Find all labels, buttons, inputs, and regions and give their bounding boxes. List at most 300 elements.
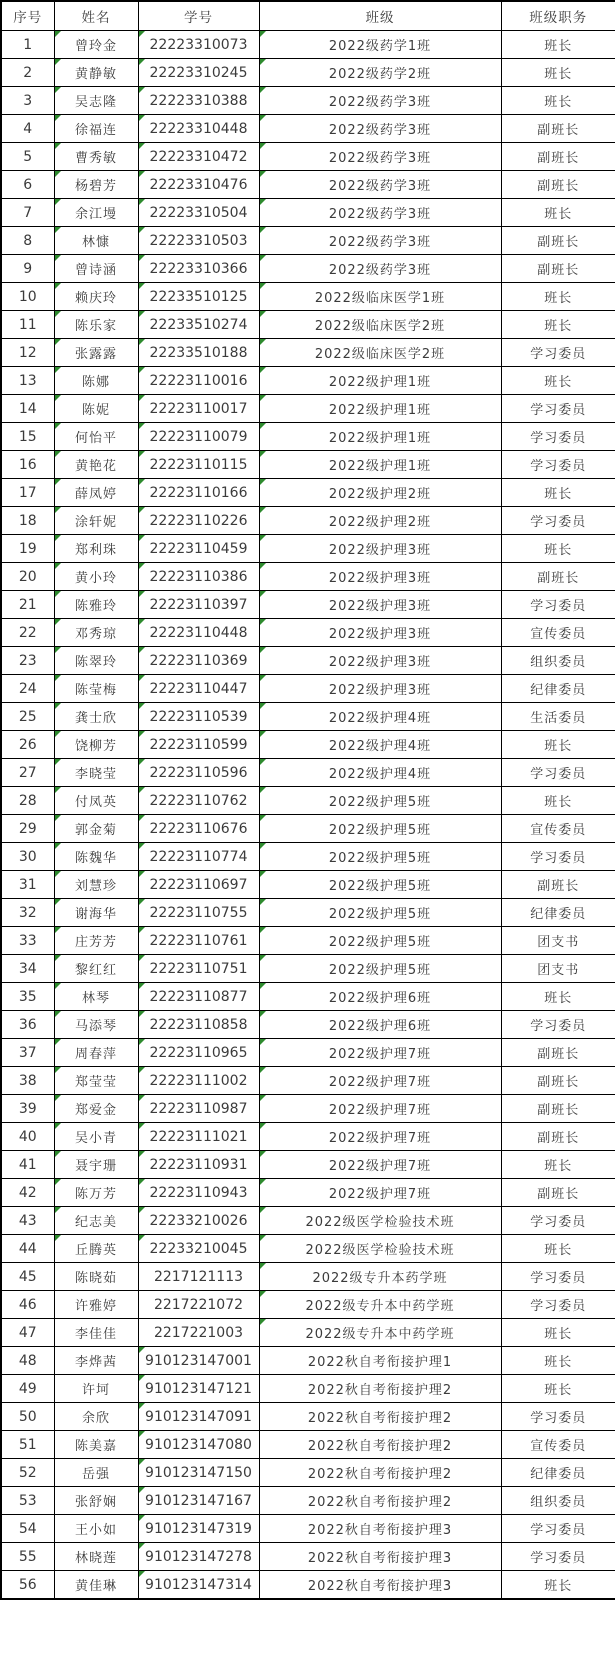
cell-class: 2022级护理3班 bbox=[259, 619, 501, 647]
cell-class: 2022级护理5班 bbox=[259, 787, 501, 815]
cell-no: 19 bbox=[1, 535, 54, 563]
cell-name: 刘慧珍 bbox=[54, 871, 138, 899]
cell-student-id: 2217221003 bbox=[138, 1319, 259, 1347]
cell-class: 2022级护理5班 bbox=[259, 815, 501, 843]
cell-class: 2022秋自考衔接护理2 bbox=[259, 1375, 501, 1403]
table-row bbox=[1, 1263, 615, 1291]
cell-name: 曾玲金 bbox=[54, 31, 138, 59]
table-row bbox=[1, 843, 615, 871]
cell-no: 4 bbox=[1, 115, 54, 143]
table-row bbox=[1, 815, 615, 843]
cell-name: 郑爱金 bbox=[54, 1095, 138, 1123]
cell-name: 黎红红 bbox=[54, 955, 138, 983]
cell-class: 2022级专升本中药学班 bbox=[259, 1291, 501, 1319]
cell-student-id: 22223110931 bbox=[138, 1151, 259, 1179]
cell-name: 张舒娴 bbox=[54, 1487, 138, 1515]
cell-class: 2022级护理3班 bbox=[259, 563, 501, 591]
cell-no: 11 bbox=[1, 311, 54, 339]
cell-student-id: 22233210026 bbox=[138, 1207, 259, 1235]
cell-student-id: 22223110751 bbox=[138, 955, 259, 983]
table-row bbox=[1, 115, 615, 143]
cell-role: 副班长 bbox=[501, 227, 615, 255]
cell-student-id: 910123147319 bbox=[138, 1515, 259, 1543]
cell-student-id: 2217221072 bbox=[138, 1291, 259, 1319]
cell-student-id: 22223110965 bbox=[138, 1039, 259, 1067]
cell-name: 陈乐家 bbox=[54, 311, 138, 339]
cell-no: 50 bbox=[1, 1403, 54, 1431]
cell-class: 2022级临床医学2班 bbox=[259, 311, 501, 339]
cell-no: 56 bbox=[1, 1571, 54, 1600]
cell-student-id: 22223310472 bbox=[138, 143, 259, 171]
cell-no: 47 bbox=[1, 1319, 54, 1347]
table-row bbox=[1, 31, 615, 59]
cell-role: 纪律委员 bbox=[501, 675, 615, 703]
cell-role: 班长 bbox=[501, 1347, 615, 1375]
cell-role: 班长 bbox=[501, 479, 615, 507]
cell-class: 2022级药学2班 bbox=[259, 59, 501, 87]
cell-role: 班长 bbox=[501, 1319, 615, 1347]
cell-class: 2022级护理7班 bbox=[259, 1095, 501, 1123]
table-row bbox=[1, 143, 615, 171]
cell-no: 53 bbox=[1, 1487, 54, 1515]
table-row bbox=[1, 1431, 615, 1459]
cell-no: 35 bbox=[1, 983, 54, 1011]
cell-no: 10 bbox=[1, 283, 54, 311]
cell-role: 宣传委员 bbox=[501, 1431, 615, 1459]
cell-role: 学习委员 bbox=[501, 423, 615, 451]
table-row bbox=[1, 871, 615, 899]
cell-name: 李晓莹 bbox=[54, 759, 138, 787]
table-row bbox=[1, 59, 615, 87]
cell-role: 组织委员 bbox=[501, 1487, 615, 1515]
cell-role: 班长 bbox=[501, 983, 615, 1011]
cell-no: 7 bbox=[1, 199, 54, 227]
header-cell-name: 姓名 bbox=[54, 1, 138, 31]
table-row bbox=[1, 647, 615, 675]
cell-student-id: 22223110755 bbox=[138, 899, 259, 927]
cell-role: 班长 bbox=[501, 59, 615, 87]
cell-role: 纪律委员 bbox=[501, 899, 615, 927]
cell-role: 班长 bbox=[501, 1235, 615, 1263]
cell-class: 2022级专升本药学班 bbox=[259, 1263, 501, 1291]
cell-student-id: 22223110226 bbox=[138, 507, 259, 535]
cell-student-id: 22223110079 bbox=[138, 423, 259, 451]
table-row bbox=[1, 1179, 615, 1207]
cell-role: 学习委员 bbox=[501, 591, 615, 619]
cell-no: 12 bbox=[1, 339, 54, 367]
cell-student-id: 22233510125 bbox=[138, 283, 259, 311]
cell-name: 李佳佳 bbox=[54, 1319, 138, 1347]
cell-role: 班长 bbox=[501, 283, 615, 311]
cell-name: 庄芳芳 bbox=[54, 927, 138, 955]
cell-no: 49 bbox=[1, 1375, 54, 1403]
cell-no: 15 bbox=[1, 423, 54, 451]
cell-no: 5 bbox=[1, 143, 54, 171]
cell-no: 1 bbox=[1, 31, 54, 59]
cell-role: 团支书 bbox=[501, 927, 615, 955]
cell-student-id: 22223310503 bbox=[138, 227, 259, 255]
cell-name: 黄小玲 bbox=[54, 563, 138, 591]
table-row bbox=[1, 227, 615, 255]
table-row bbox=[1, 955, 615, 983]
table-row bbox=[1, 983, 615, 1011]
cell-no: 9 bbox=[1, 255, 54, 283]
table-row bbox=[1, 927, 615, 955]
cell-role: 学习委员 bbox=[501, 339, 615, 367]
table-row bbox=[1, 1515, 615, 1543]
cell-student-id: 22223110761 bbox=[138, 927, 259, 955]
cell-name: 赖庆玲 bbox=[54, 283, 138, 311]
table-row bbox=[1, 1123, 615, 1151]
cell-name: 许雅婷 bbox=[54, 1291, 138, 1319]
cell-student-id: 910123147167 bbox=[138, 1487, 259, 1515]
cell-class: 2022级护理3班 bbox=[259, 535, 501, 563]
cell-class: 2022级药学3班 bbox=[259, 143, 501, 171]
cell-name: 林琴 bbox=[54, 983, 138, 1011]
table-row bbox=[1, 1543, 615, 1571]
table-row bbox=[1, 731, 615, 759]
header-cell-student-id: 学号 bbox=[138, 1, 259, 31]
cell-no: 14 bbox=[1, 395, 54, 423]
cell-name: 黄静敏 bbox=[54, 59, 138, 87]
cell-class: 2022秋自考衔接护理2 bbox=[259, 1403, 501, 1431]
cell-name: 饶柳芳 bbox=[54, 731, 138, 759]
cell-student-id: 22223110596 bbox=[138, 759, 259, 787]
cell-student-id: 22223110017 bbox=[138, 395, 259, 423]
cell-student-id: 22223110539 bbox=[138, 703, 259, 731]
cell-student-id: 22223110762 bbox=[138, 787, 259, 815]
cell-name: 曹秀敏 bbox=[54, 143, 138, 171]
cell-class: 2022级药学3班 bbox=[259, 227, 501, 255]
table-row bbox=[1, 619, 615, 647]
cell-name: 陈翠玲 bbox=[54, 647, 138, 675]
table-row bbox=[1, 1571, 615, 1600]
cell-no: 23 bbox=[1, 647, 54, 675]
cell-no: 31 bbox=[1, 871, 54, 899]
cell-no: 28 bbox=[1, 787, 54, 815]
cell-name: 余欣 bbox=[54, 1403, 138, 1431]
cell-name: 丘腾英 bbox=[54, 1235, 138, 1263]
cell-student-id: 22223110448 bbox=[138, 619, 259, 647]
cell-no: 22 bbox=[1, 619, 54, 647]
cell-class: 2022级护理5班 bbox=[259, 899, 501, 927]
table-row bbox=[1, 507, 615, 535]
cell-name: 郑莹莹 bbox=[54, 1067, 138, 1095]
cell-name: 吴小青 bbox=[54, 1123, 138, 1151]
header-cell-no: 序号 bbox=[1, 1, 54, 31]
cell-role: 班长 bbox=[501, 31, 615, 59]
cell-student-id: 22223110676 bbox=[138, 815, 259, 843]
cell-class: 2022级护理5班 bbox=[259, 927, 501, 955]
cell-no: 45 bbox=[1, 1263, 54, 1291]
table-row bbox=[1, 423, 615, 451]
cell-student-id: 22223111002 bbox=[138, 1067, 259, 1095]
table-row bbox=[1, 1487, 615, 1515]
cell-role: 学习委员 bbox=[501, 1011, 615, 1039]
cell-class: 2022级护理7班 bbox=[259, 1179, 501, 1207]
cell-role: 学习委员 bbox=[501, 1207, 615, 1235]
cell-no: 42 bbox=[1, 1179, 54, 1207]
cell-no: 41 bbox=[1, 1151, 54, 1179]
cell-role: 班长 bbox=[501, 367, 615, 395]
cell-no: 27 bbox=[1, 759, 54, 787]
cell-name: 陈魏华 bbox=[54, 843, 138, 871]
table-row bbox=[1, 1039, 615, 1067]
cell-student-id: 910123147150 bbox=[138, 1459, 259, 1487]
cell-role: 学习委员 bbox=[501, 1291, 615, 1319]
cell-no: 2 bbox=[1, 59, 54, 87]
cell-no: 18 bbox=[1, 507, 54, 535]
cell-no: 26 bbox=[1, 731, 54, 759]
cell-name: 王小如 bbox=[54, 1515, 138, 1543]
table-row bbox=[1, 1319, 615, 1347]
cell-class: 2022级药学1班 bbox=[259, 31, 501, 59]
header-cell-role: 班级职务 bbox=[501, 1, 615, 31]
table-row bbox=[1, 899, 615, 927]
cell-name: 黄佳琳 bbox=[54, 1571, 138, 1600]
cell-name: 徐福连 bbox=[54, 115, 138, 143]
cell-role: 班长 bbox=[501, 1571, 615, 1600]
cell-student-id: 22233510188 bbox=[138, 339, 259, 367]
table-row bbox=[1, 367, 615, 395]
cell-class: 2022级护理1班 bbox=[259, 395, 501, 423]
cell-no: 40 bbox=[1, 1123, 54, 1151]
cell-student-id: 22223110774 bbox=[138, 843, 259, 871]
cell-class: 2022秋自考衔接护理3 bbox=[259, 1571, 501, 1600]
cell-no: 48 bbox=[1, 1347, 54, 1375]
cell-class: 2022级护理1班 bbox=[259, 367, 501, 395]
cell-no: 33 bbox=[1, 927, 54, 955]
cell-role: 学习委员 bbox=[501, 1263, 615, 1291]
cell-student-id: 910123147278 bbox=[138, 1543, 259, 1571]
cell-role: 副班长 bbox=[501, 255, 615, 283]
table-row bbox=[1, 591, 615, 619]
cell-role: 班长 bbox=[501, 1151, 615, 1179]
cell-class: 2022秋自考衔接护理2 bbox=[259, 1431, 501, 1459]
cell-role: 团支书 bbox=[501, 955, 615, 983]
cell-no: 37 bbox=[1, 1039, 54, 1067]
cell-student-id: 22223110166 bbox=[138, 479, 259, 507]
cell-role: 副班长 bbox=[501, 563, 615, 591]
cell-role: 副班长 bbox=[501, 1123, 615, 1151]
cell-student-id: 22223110386 bbox=[138, 563, 259, 591]
cell-class: 2022级护理6班 bbox=[259, 1011, 501, 1039]
cell-name: 李烨茜 bbox=[54, 1347, 138, 1375]
cell-role: 班长 bbox=[501, 199, 615, 227]
cell-student-id: 910123147001 bbox=[138, 1347, 259, 1375]
cell-student-id: 22223110397 bbox=[138, 591, 259, 619]
cell-no: 6 bbox=[1, 171, 54, 199]
cell-no: 29 bbox=[1, 815, 54, 843]
table-row bbox=[1, 1011, 615, 1039]
cell-role: 班长 bbox=[501, 1375, 615, 1403]
cell-class: 2022秋自考衔接护理3 bbox=[259, 1543, 501, 1571]
table-row bbox=[1, 563, 615, 591]
cell-name: 马添琴 bbox=[54, 1011, 138, 1039]
cell-role: 组织委员 bbox=[501, 647, 615, 675]
table-row bbox=[1, 1095, 615, 1123]
table-row bbox=[1, 1291, 615, 1319]
cell-name: 林慷 bbox=[54, 227, 138, 255]
table-row bbox=[1, 1459, 615, 1487]
cell-class: 2022级药学3班 bbox=[259, 87, 501, 115]
cell-no: 46 bbox=[1, 1291, 54, 1319]
cell-role: 班长 bbox=[501, 535, 615, 563]
cell-class: 2022秋自考衔接护理1 bbox=[259, 1347, 501, 1375]
cell-role: 副班长 bbox=[501, 143, 615, 171]
cell-no: 30 bbox=[1, 843, 54, 871]
cell-no: 32 bbox=[1, 899, 54, 927]
cell-role: 学习委员 bbox=[501, 1515, 615, 1543]
cell-role: 班长 bbox=[501, 311, 615, 339]
cell-no: 24 bbox=[1, 675, 54, 703]
cell-student-id: 22223110016 bbox=[138, 367, 259, 395]
cell-role: 学习委员 bbox=[501, 507, 615, 535]
table-row bbox=[1, 703, 615, 731]
cell-no: 38 bbox=[1, 1067, 54, 1095]
cell-role: 副班长 bbox=[501, 1179, 615, 1207]
table-row bbox=[1, 199, 615, 227]
table-body bbox=[1, 31, 615, 1600]
cell-class: 2022级护理2班 bbox=[259, 479, 501, 507]
cell-student-id: 22223310504 bbox=[138, 199, 259, 227]
cell-student-id: 2217121113 bbox=[138, 1263, 259, 1291]
table-row bbox=[1, 1151, 615, 1179]
cell-class: 2022级护理1班 bbox=[259, 423, 501, 451]
cell-name: 薛凤婷 bbox=[54, 479, 138, 507]
cell-student-id: 22223310245 bbox=[138, 59, 259, 87]
cell-name: 纪志美 bbox=[54, 1207, 138, 1235]
cell-name: 周春萍 bbox=[54, 1039, 138, 1067]
cell-class: 2022级护理3班 bbox=[259, 647, 501, 675]
cell-student-id: 910123147091 bbox=[138, 1403, 259, 1431]
cell-class: 2022级护理4班 bbox=[259, 731, 501, 759]
cell-class: 2022级药学3班 bbox=[259, 171, 501, 199]
table-row bbox=[1, 339, 615, 367]
cell-role: 副班长 bbox=[501, 871, 615, 899]
table-row bbox=[1, 1067, 615, 1095]
cell-role: 宣传委员 bbox=[501, 619, 615, 647]
cell-no: 52 bbox=[1, 1459, 54, 1487]
cell-student-id: 910123147080 bbox=[138, 1431, 259, 1459]
cell-role: 副班长 bbox=[501, 115, 615, 143]
cell-role: 学习委员 bbox=[501, 759, 615, 787]
cell-class: 2022级药学3班 bbox=[259, 115, 501, 143]
cell-class: 2022级药学3班 bbox=[259, 255, 501, 283]
cell-student-id: 22223110369 bbox=[138, 647, 259, 675]
table-row bbox=[1, 283, 615, 311]
cell-role: 班长 bbox=[501, 731, 615, 759]
cell-student-id: 22223110459 bbox=[138, 535, 259, 563]
table-row bbox=[1, 451, 615, 479]
cell-no: 16 bbox=[1, 451, 54, 479]
cell-student-id: 910123147121 bbox=[138, 1375, 259, 1403]
cell-role: 副班长 bbox=[501, 1095, 615, 1123]
cell-role: 学习委员 bbox=[501, 1543, 615, 1571]
cell-name: 陈万芳 bbox=[54, 1179, 138, 1207]
table-row bbox=[1, 1207, 615, 1235]
cell-name: 陈妮 bbox=[54, 395, 138, 423]
cell-name: 陈雅玲 bbox=[54, 591, 138, 619]
table-row bbox=[1, 255, 615, 283]
cell-class: 2022级护理3班 bbox=[259, 675, 501, 703]
cell-no: 39 bbox=[1, 1095, 54, 1123]
cell-student-id: 22223310448 bbox=[138, 115, 259, 143]
table-row bbox=[1, 1235, 615, 1263]
cell-name: 张露露 bbox=[54, 339, 138, 367]
cell-name: 郑利珠 bbox=[54, 535, 138, 563]
cell-name: 陈娜 bbox=[54, 367, 138, 395]
cell-no: 43 bbox=[1, 1207, 54, 1235]
table-row bbox=[1, 535, 615, 563]
cell-role: 副班长 bbox=[501, 1039, 615, 1067]
cell-student-id: 22223310073 bbox=[138, 31, 259, 59]
cell-class: 2022级医学检验技术班 bbox=[259, 1207, 501, 1235]
cell-name: 陈美嘉 bbox=[54, 1431, 138, 1459]
table-row bbox=[1, 675, 615, 703]
cell-student-id: 22223310366 bbox=[138, 255, 259, 283]
cell-class: 2022级护理6班 bbox=[259, 983, 501, 1011]
cell-student-id: 22233210045 bbox=[138, 1235, 259, 1263]
cell-class: 2022级专升本中药学班 bbox=[259, 1319, 501, 1347]
cell-class: 2022级护理1班 bbox=[259, 451, 501, 479]
header-row bbox=[1, 1, 615, 31]
cell-name: 余江墁 bbox=[54, 199, 138, 227]
cell-no: 3 bbox=[1, 87, 54, 115]
table-row bbox=[1, 1347, 615, 1375]
table-row bbox=[1, 1375, 615, 1403]
cell-name: 陈莹梅 bbox=[54, 675, 138, 703]
cell-role: 生活委员 bbox=[501, 703, 615, 731]
table-row bbox=[1, 171, 615, 199]
cell-class: 2022级医学检验技术班 bbox=[259, 1235, 501, 1263]
cell-name: 吴志隆 bbox=[54, 87, 138, 115]
cell-name: 龚士欣 bbox=[54, 703, 138, 731]
cell-name: 陈晓茹 bbox=[54, 1263, 138, 1291]
cell-name: 付凤英 bbox=[54, 787, 138, 815]
cell-student-id: 22223110987 bbox=[138, 1095, 259, 1123]
table-row bbox=[1, 1403, 615, 1431]
cell-no: 44 bbox=[1, 1235, 54, 1263]
cell-role: 学习委员 bbox=[501, 1403, 615, 1431]
cell-class: 2022级护理5班 bbox=[259, 843, 501, 871]
header-cell-class: 班级 bbox=[259, 1, 501, 31]
cell-role: 学习委员 bbox=[501, 395, 615, 423]
table-row bbox=[1, 479, 615, 507]
table-row bbox=[1, 395, 615, 423]
cell-name: 何怡平 bbox=[54, 423, 138, 451]
cell-role: 学习委员 bbox=[501, 843, 615, 871]
cell-student-id: 22223110115 bbox=[138, 451, 259, 479]
cell-class: 2022秋自考衔接护理2 bbox=[259, 1487, 501, 1515]
cell-no: 34 bbox=[1, 955, 54, 983]
cell-class: 2022级药学3班 bbox=[259, 199, 501, 227]
cell-name: 涂轩妮 bbox=[54, 507, 138, 535]
cell-student-id: 22223310388 bbox=[138, 87, 259, 115]
cell-student-id: 22223110599 bbox=[138, 731, 259, 759]
table-row bbox=[1, 311, 615, 339]
table-row bbox=[1, 787, 615, 815]
cell-name: 许坷 bbox=[54, 1375, 138, 1403]
cell-class: 2022级护理2班 bbox=[259, 507, 501, 535]
cell-student-id: 22223110447 bbox=[138, 675, 259, 703]
cell-name: 郭金菊 bbox=[54, 815, 138, 843]
cell-no: 17 bbox=[1, 479, 54, 507]
cell-class: 2022级护理7班 bbox=[259, 1123, 501, 1151]
cell-class: 2022级护理7班 bbox=[259, 1151, 501, 1179]
cell-class: 2022秋自考衔接护理3 bbox=[259, 1515, 501, 1543]
cell-name: 曾诗涵 bbox=[54, 255, 138, 283]
